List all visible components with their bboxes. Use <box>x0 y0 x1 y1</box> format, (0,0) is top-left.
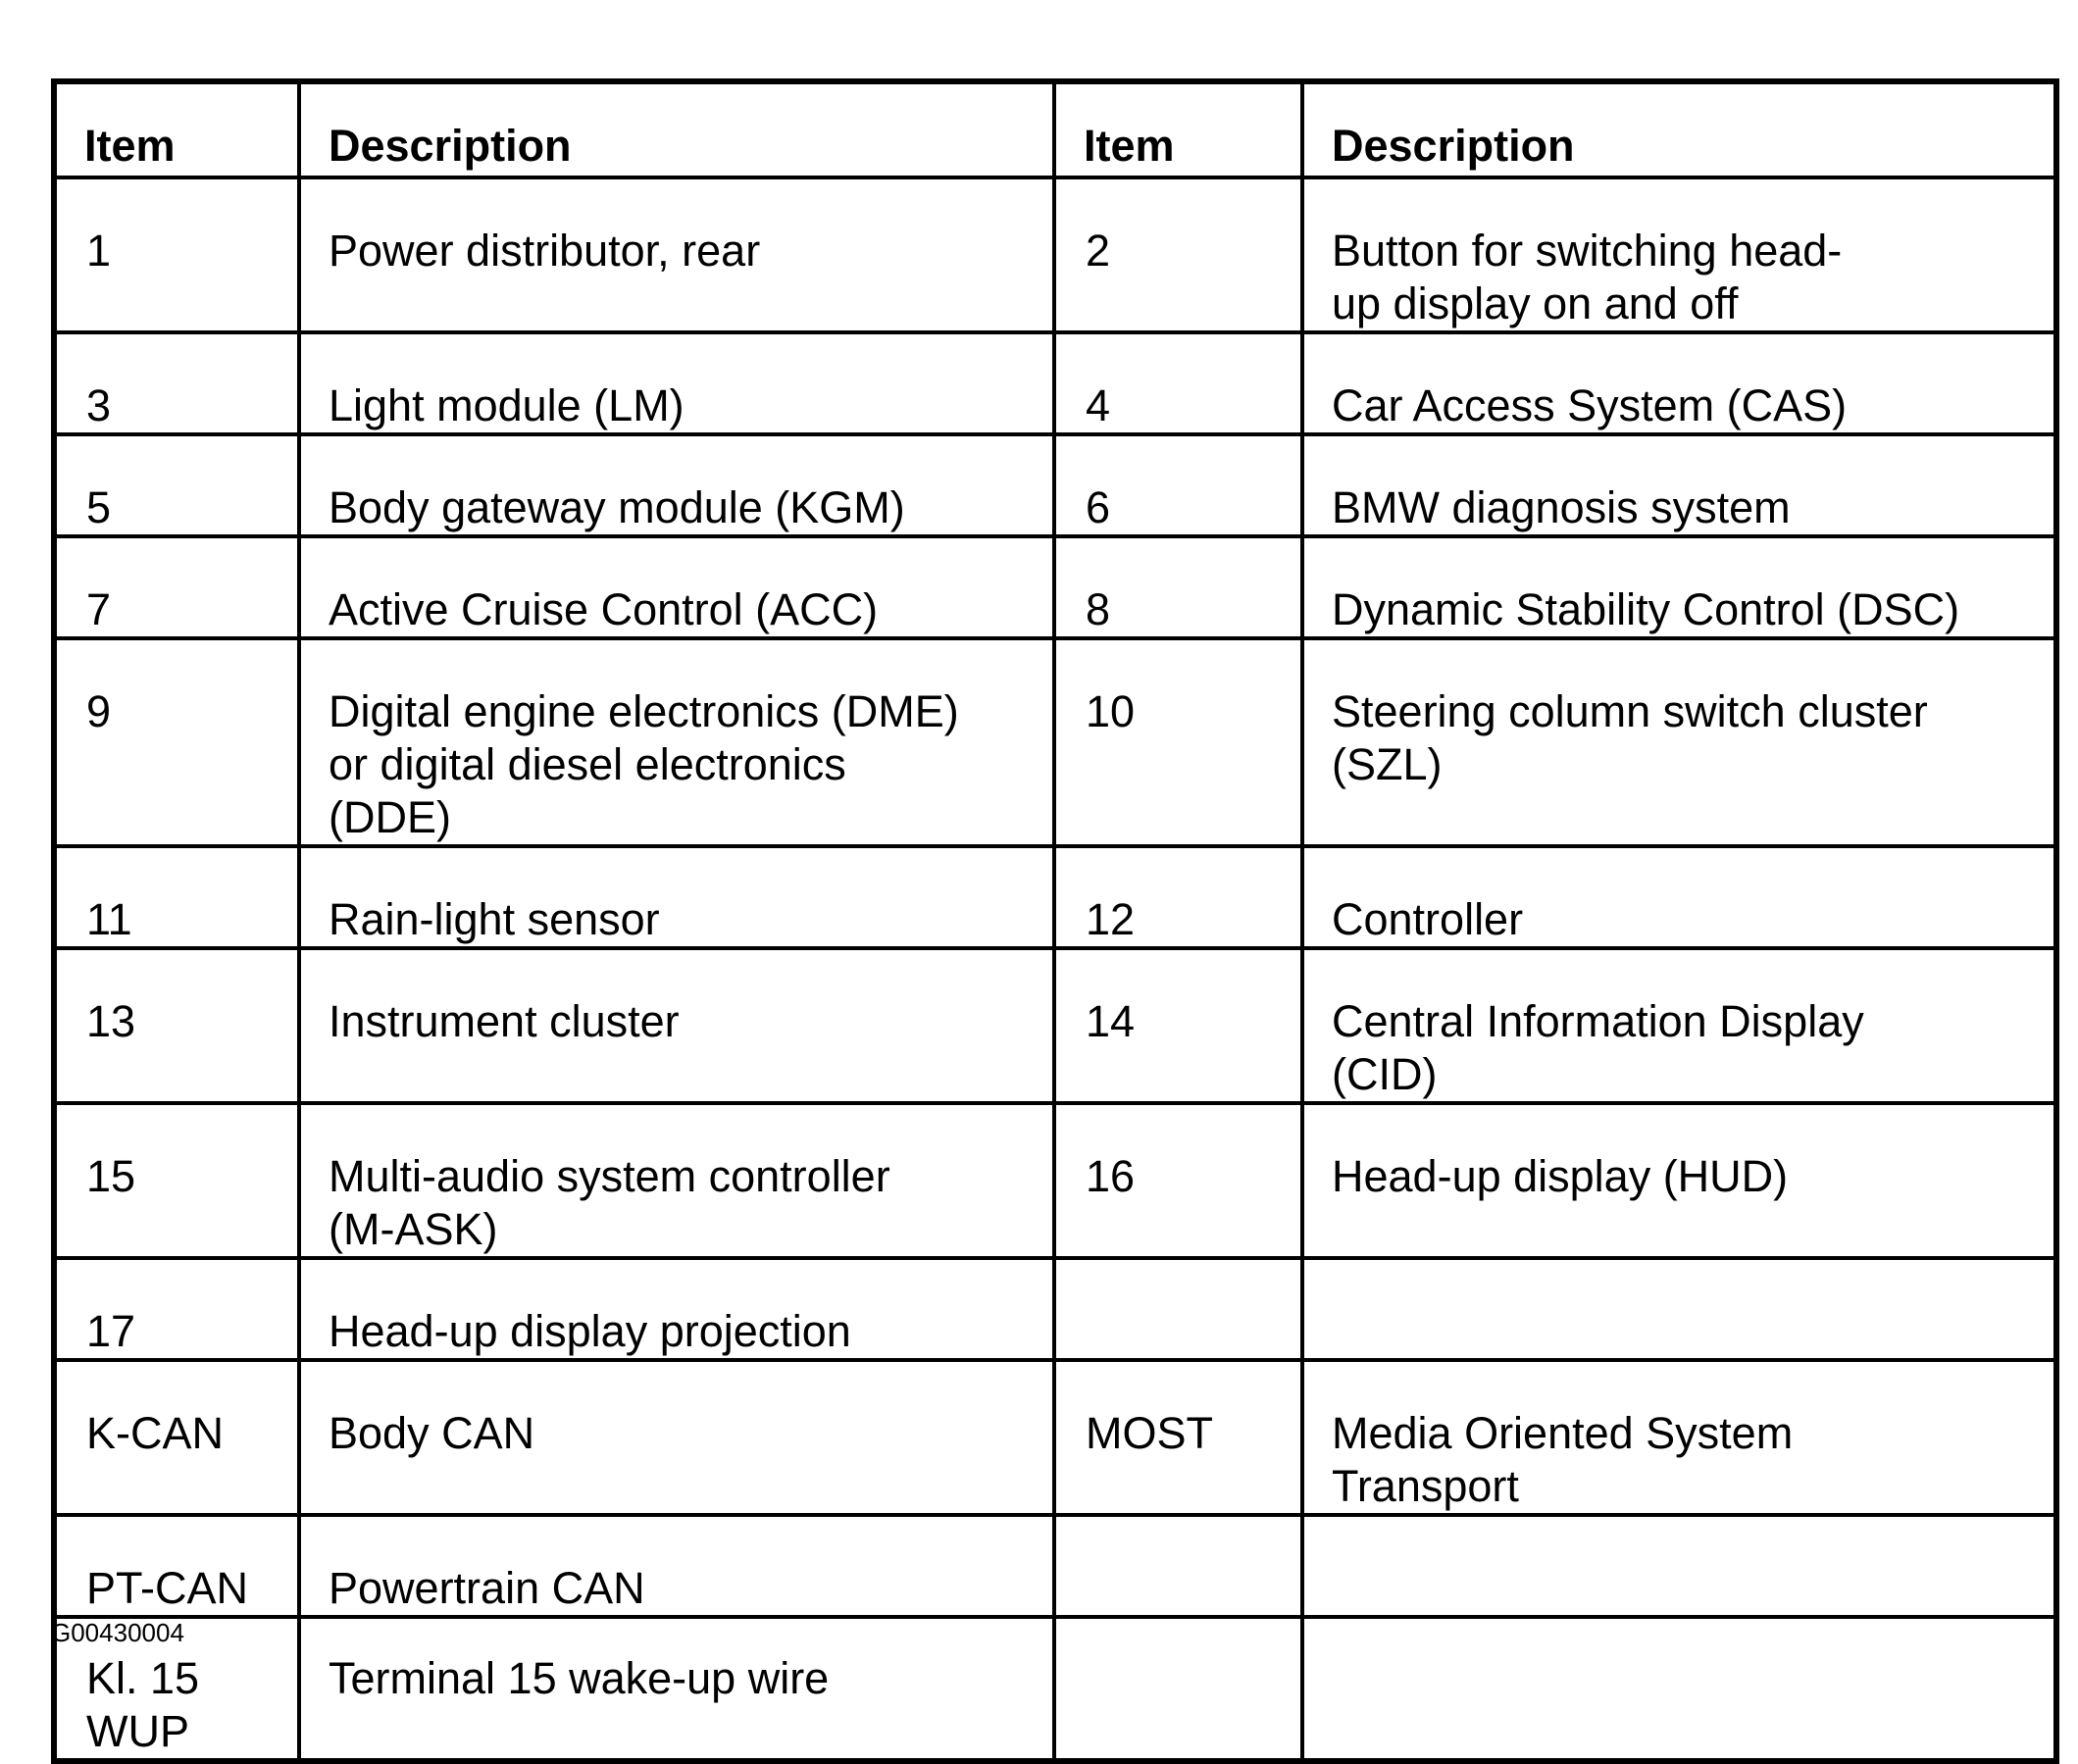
table-row <box>54 1258 2056 1360</box>
description-cell: Power distributor, rear <box>299 177 1054 332</box>
description-cell: Powertrain CAN <box>299 1515 1054 1617</box>
description-cell: Body gateway module (KGM) <box>299 434 1054 536</box>
item-cell: 14 <box>1054 948 1302 1103</box>
item-cell: PT-CAN <box>54 1515 299 1617</box>
item-cell: 16 <box>1054 1103 1302 1258</box>
item-cell: 3 <box>54 332 299 434</box>
description-cell: Media Oriented System Transport <box>1302 1360 2056 1515</box>
item-cell: 4 <box>1054 332 1302 434</box>
header-description-left: Description <box>299 81 1054 177</box>
table-row <box>54 846 2056 948</box>
table-header-row <box>54 81 2056 177</box>
item-cell: 5 <box>54 434 299 536</box>
item-cell: Kl. 15 WUP <box>54 1617 299 1761</box>
header-item-right: Item <box>1054 81 1302 177</box>
item-cell: 9 <box>54 638 299 846</box>
item-cell: 8 <box>1054 536 1302 638</box>
description-cell: Instrument cluster <box>299 948 1054 1103</box>
item-cell: 1 <box>54 177 299 332</box>
description-cell: BMW diagnosis system <box>1302 434 2056 536</box>
description-cell: Central Information Display (CID) <box>1302 948 2056 1103</box>
description-cell: Digital engine electronics (DME) or digital diesel electronics (DDE) <box>299 638 1054 846</box>
description-cell <box>1302 1258 2056 1360</box>
description-cell <box>1302 1515 2056 1617</box>
item-cell: 12 <box>1054 846 1302 948</box>
header-item-left: Item <box>54 81 299 177</box>
description-cell: Body CAN <box>299 1360 1054 1515</box>
item-cell <box>1054 1515 1302 1617</box>
table-row <box>54 177 2056 332</box>
item-cell: 13 <box>54 948 299 1103</box>
item-cell: 17 <box>54 1258 299 1360</box>
table-row <box>54 1103 2056 1258</box>
figure-id: G00430004 <box>51 1618 184 1647</box>
table-row <box>54 948 2056 1103</box>
item-cell: K-CAN <box>54 1360 299 1515</box>
item-cell: 2 <box>1054 177 1302 332</box>
table-row <box>54 1617 2056 1761</box>
description-cell: Head-up display (HUD) <box>1302 1103 2056 1258</box>
description-cell: Rain-light sensor <box>299 846 1054 948</box>
item-cell <box>1054 1258 1302 1360</box>
table-row <box>54 638 2056 846</box>
description-cell: Active Cruise Control (ACC) <box>299 536 1054 638</box>
description-cell: Terminal 15 wake-up wire <box>299 1617 1054 1761</box>
table-row <box>54 1360 2056 1515</box>
item-cell: MOST <box>1054 1360 1302 1515</box>
description-cell: Head-up display projection <box>299 1258 1054 1360</box>
description-cell: Steering column switch cluster (SZL) <box>1302 638 2056 846</box>
description-cell: Button for switching head- up display on and off <box>1302 177 2056 332</box>
description-cell: Controller <box>1302 846 2056 948</box>
description-cell: Light module (LM) <box>299 332 1054 434</box>
table-row <box>54 332 2056 434</box>
item-cell: 6 <box>1054 434 1302 536</box>
description-cell: Multi-audio system controller (M-ASK) <box>299 1103 1054 1258</box>
table-row <box>54 536 2056 638</box>
table-row <box>54 434 2056 536</box>
table-row <box>54 1515 2056 1617</box>
item-cell: 7 <box>54 536 299 638</box>
description-cell <box>1302 1617 2056 1761</box>
description-cell: Dynamic Stability Control (DSC) <box>1302 536 2056 638</box>
header-description-right: Description <box>1302 81 2056 177</box>
description-cell: Car Access System (CAS) <box>1302 332 2056 434</box>
legend-table <box>51 78 2059 1764</box>
item-cell: 15 <box>54 1103 299 1258</box>
item-cell: 10 <box>1054 638 1302 846</box>
item-cell: 11 <box>54 846 299 948</box>
item-cell <box>1054 1617 1302 1761</box>
